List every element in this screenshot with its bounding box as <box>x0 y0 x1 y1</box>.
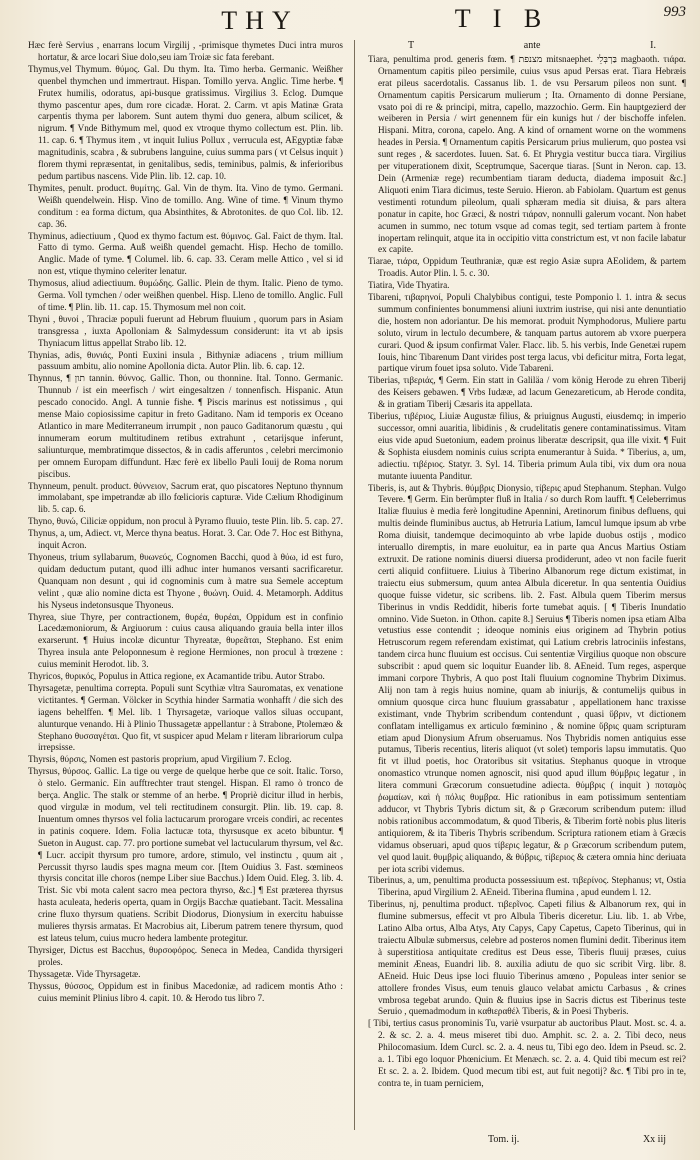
subheading-center: ante <box>523 40 541 51</box>
running-header <box>0 0 700 42</box>
dictionary-entry: Thynnus, ¶ תון tannin. θύννος. Gallic. Thon, ou thonnine. Ital. Tonno. Germanic. Thunnub / ist ein meerfisch / wirt eingesaltzen / tonnenfisch. Hispanic. Atun pescado conocido. Angl. A tunnie fishe. ¶ Piscis marinus est notissimus , qui mense Maio copiosissime capitur in freto Gaditano. Nam id temporis ex Oceano Atlantico in mare Mediterraneum irrumpit , non pauco Gaditanorum quæstu , qui innumeram eorum multitudinem retibus extrahunt , cetarijsque inferunt, saliunturque, membratimque dissectos, & in cadis afferuntos , celebri mercimonio per omnem Europam diffundunt. Hæc ferè ex libello Pauli Iouij de Roma norum piscibus. <box>28 373 343 479</box>
dictionary-entry: Thyricos, θυρικός, Populus in Attica regione, ex Acamantide tribu. Autor Strabo. <box>28 671 325 682</box>
dictionary-entry: Thyoneus, trium syllabarum, θυωνεύς, Cognomen Bacchi, quod à θύω, id est furo, quidam deductum putant, quod illi adhuc inter humanos versanti sacrificaretur. Quanquam non desunt , qui id cognominis cum à matre sua Semele acceptum velint , quæ alio nomine dicta est Thyone , θυώνη. Ouid. 4. Metamorph. Additus his Nyseus indetonsusque Thyoneus. <box>28 551 343 610</box>
dictionary-entry: Thyrea, siue Thyre, per contractionem, θυρέα, θυρέαι, Oppidum est in confinio Lacedæmoniorum, & Argiuorum : cuius causa aliquando grauia bella inter illos exarserunt. ¶ Huius incolæ dicuntur Thyreatæ, θυρεᾶται, Stephano. Est enim Thyrea insula ante Peloponnesum è regione Hermiones, non procul à trœzene : cuius meminit Herodot. lib. 3. <box>28 611 343 670</box>
dictionary-entry: Thyrsis, θύρσις, Nomen est pastoris proprium, apud Virgilium 7. Eclog. <box>28 754 292 765</box>
right-column <box>368 40 686 1150</box>
dictionary-entry: Thynus, a, um, Adiect. vt, Merce thyna beatus. Horat. 3. Car. Ode 7. Hoc est Bithyna, inquit Acron. <box>28 528 343 551</box>
dictionary-entry: Thyssagetæ. Vide Thyrsagetæ. <box>28 968 141 979</box>
dictionary-entry: Tiberis, is, aut & Thybris. θύμβρις Dionysio, τίβερις apud Stephanum. Stephan. Vulgo Tevere. ¶ Germ. Ein berümpter fluß in Italia / so durch Rom laufft. ¶ Celeberrimus Italiæ fluuius è media ferè longitudine Apennini, Aretinorum finibus defluens, qui multis deinde fluminibus auctus, ab Hetruria Latium, Iamcul lumque ipsum ab vrbe Roma diuisit, tandemque decimoquinto ab vrbe lapide duobus ostijs , modico interuallo diremptis, in mare euoluitur, ea in parte qua Ancus Martius Ostiam extruxit. De ratione nominis diuersi diuersa prodiderunt, adeo vt non facile fuerit certi aliquid confiituere. Liuius à Tiberino Albanorum rege dictum existimat, in traiectu eius submersum, quum antea Albula diceretur. In qua sententia Ouidius quoque fuisse videtur, sic scribens. lib. 2. Fast. Albula quem Tiberim mersus Tiberinus in vndis Reddidit, hiberis forte tumebat aquis. [ ¶ Tiberis Inundatio omnino. Vide Sueton. in Othon. capite 8.] Seruius ¶ Tiberis nomen ipsa etiam Alba vetustius esse contendit ; ideoque nominis eius originem ad Thybrin potius Hetruscorum regem referendam existimat, qui Latium crebris latrociniis infestans, tandem circa hunc fluuium est occisus. Cui sententiæ Virgilius quoque non obscure subscribit : apud quem sic loquitur Euander lib. 8. AEneid. Tum reges, asperque immani corpore Thybris, A quo post Itali fluuium cognomine Thybrim Diximus. Alij non tam à regis huius nomine, quam ab iniurijs, & contumelijs quibus in omnium quosque circa hunc fluuium grassabatur , appellationem hanc traxisse existimant, vnde Thybrim scribendum contendunt , quasi ὕβριν, vt dictionem conflatam intelligamus ex articulo fœminino , & nomine ὕβρις quam scripturam etiam apud Dionysium Afrum obseruamus. Nos Thybridis nomen antiquius esse putamus, Tiberis recentius, literis aliquot (vt solet) temporis lapsu immutatis. Quo fit vt illud poetis, hoc Oratoribus sit vsitatius. Stephanus quoque in vtroque onomastico vtrunque nomen agnoscit, nisi quod apud illum θύμβρις legatur , in litera communi Græcorum consuetudine adiecta. θύμβρις ( inquit ) ποταμὸς ῥωμαίων, καὶ ἡ πόλις θυμβρα. Hic rationibus in eam potissimum sententiam adducor, vt Thybris Tybris dictum sit, & ρ Græcorum scribendum putem: illud nobis rationibus accommodatum, & quod Tiberis, & Tiberim fortè nobis plus literis antiquiorem, & ita Tiberis Thybris scribendum. Scriptura rationem etiam à Græcis vidamus obseruari, apud quos τίβερις legatur, & ρ Græcorum scribendum putem, vel quod lauit. θυμβρὶς aliquando, & θύβρις, τίβεριος & cætera omnia hinc deriuata per iota scribi videmus. <box>368 482 686 874</box>
subheading-right: I. <box>650 40 656 51</box>
subheading-left: T <box>408 40 415 51</box>
dictionary-entry: Thyrsagetæ, penultima correpta. Populi sunt Scythiæ vltra Sauromatas, ex venatione victitantes. ¶ German. Völcker in Scythia hinder Sarmatia wonhafft / die sich des iagens behelffen. ¶ Mel. lib. 1 Thyrsagetæ, varioque vallos siluas occupant, alunturque venando. Hi à Plinio Thussagetæ appellantur : à Strabone, Ptolemæo & Stephano θυσσαγέται. Quo fit, vt suspicer apud Melam r literam librariorum culpa irrepsisse. <box>28 682 343 753</box>
dictionary-entry: Tiatira, Vide Thyatira. <box>368 280 450 291</box>
column-rule <box>354 40 355 1130</box>
dictionary-entry: [ Tibi, tertius casus pronominis Tu, variè vsurpatur ab auctoribus Plaut. Most. sc. 4. a. 2. & sc. 2. a. 4. meus miseret tibi duo. Amphit. sc. 2. a. 2. Tibi deco, neus Philocomasium. Idem Curcl. sc. 2. a. 4. neus tu, Tibi ego deo. Idem in Pseud. sc. 2. a. 1. Tibi ego loquor Phœnicium. Et Menæch. sc. 2. a. 4. Quid tibi mecum est rei? Et sc. 2. a. 2. Ibidem. Quod mecum tibi est, aut fuit negotij? &c. ¶ Tibi pro in te, contra te, in tuam perniciem, <box>368 1018 686 1088</box>
left-column <box>28 40 343 1150</box>
dictionary-entry: Thynneum, penult. product. θύννειον, Sacrum erat, quo piscatores Neptuno thynnum immolabant, spe impetrandæ ab illo fœlicioris capturæ. Vide Cælium Rhodiginum lib. 5. cap. 6. <box>28 480 343 515</box>
dictionary-entry: Thymites, penult. product. θυμίτης. Gal. Vin de thym. Ita. Vino de tymo. Germani. Weißh quendelwein. Hisp. Vino de tomillo. Ang. Wine of time. ¶ Vinum thymo conditum : ea forma dictum, qua Absinthites, & Abrotonites. de quo Col. lib. 12. cap. 36. <box>28 182 343 229</box>
dictionary-entry: Thynias, adis, θυνιάς, Ponti Euxini insula , Bithyniæ adiacens , trium millium passuum ambitu, alio nomine Apollonia dicta. Autor Plin. lib. 6. cap. 12. <box>28 349 343 372</box>
dictionary-entry: Tiara, penultima prod. generis fœm. ¶ מצנפת mitsnaephet. בַּרְבְּלֵי magbaoth. τιάρα. Ornamentum capitis pileo persimile, cuius vsus apud Persas erat. Tiara Hebræis erat pileus sacerdotalis. Cassanus lib. 1. de vsu Persarum pileos non sunt. ¶ Ornamentum capitis Persicarum mulierum ; Ita. Ornamento di donne Persiane, vsato poi di re & principi, mitra, capello, mazzochio. Germ. Ein hauptgezierd der weiberen in Persia / wirt genennem für ein kunigs hut / der bischoffe infelen. Hispani. Mitra, corona, capelo. Ang. A kind of ornament worne on the wommens heades in Persia. ¶ Ornamentum capitis Persicarum prius mulierum, quo postea vsi sunt reges , & sacerdotes. Iuuen. Sat. 6. Et Phrygia vestitur bucca tiara. Virgilius per vituperationem dixit, Sceptrumque, Sacerque tiaras. [Sunt in Neron. cap. 13. Dein (Armeniæ rege) recumbentiam tiaram deducta, diadema imposuit &c.] Aliquoti enim Tiara dicimus, teste Seruio. Hieron. ab Fabiolam. Quartum est genus vestimenti rotundum pileolum, quali sphæram media sit diuisa, & pars altera ponatur in capite, hoc Græci, & nostri τιάραν, nonnulli galerum vocant. Non habet acumen in summo, nec totum vsque ad comas tegit, sed tertiam partem à fronte inopertam relinquit, atque ita in occipitio vitta constrictum est, vt non facile labatur ex capite. <box>368 53 686 255</box>
dictionary-entry: Tiberias, τιβεριάς, ¶ Germ. Ein statt in Galiläa / vom könig Herode zu ehren Tiberij des Keisers gebawen. ¶ Vrbs Iudææ, ad lacum Genezareticum, ab Herode condita, & in gratiam Tiberij Cæsaris ita appellata. <box>368 375 686 410</box>
dictionary-entry: Thyni , θυνοί , Thraciæ populi fuerunt ad Hebrum fluuium , quorum pars in Asiam transgressa , iuxta Apolloniam & Salmydessum considerunt: ita vt ab ipsis Thyniacum littus appellat Strabo lib. 12. <box>28 313 343 348</box>
dictionary-entry: Thyrsiger, Dictus est Bacchus, θυρσοφόρος. Seneca in Medea, Candida thyrsigeri proles. <box>28 944 343 967</box>
dictionary-entry: Tiarae, τιάρα, Oppidum Teuthraniæ, quæ est regio Asiæ supra AEolidem, & partem Troadis. Autor Plin. l. 5. c. 30. <box>368 256 686 279</box>
page-number: 993 <box>663 4 686 20</box>
dictionary-entry: Thymosus, aliud adiectiuum. θυμώδης. Gallic. Plein de thym. Italic. Pieno de tymo. Germa. Voll tymchen / oder weißhen quenbel. Hisp. Lleno de tomillo. Anglic. Full of time. ¶ Plin. lib. 11. cap. 15. Thymosum mel non coit. <box>28 278 343 312</box>
dictionary-entry: Tibareni, τιβαρηνοί, Populi Chalybibus contigui, teste Pomponio l. 1. intra & secus summum confinientes bonummensi aliuni iuxtrim iustrise, qui nisi ante denuntiatio die, hostem non adoriantur. De his memorat. produit Nymphodorus, Muliere partu soluto, virum in lectulo decumbere, & tanquam partus autorem ab vxore puerpera curari. Quod & ipsum confirmat Valer. Flacc. lib. 5. his verbis, Inde Genetæi rupem Iouis, hinc Tibarenum Dant virides post terga lacus, vbi deficitur mitra, Forta legat, partique virum fouet ipsa soluto. Vide Tabareni. <box>368 292 686 374</box>
running-head-left: THY <box>221 6 299 35</box>
dictionary-entry: Tiberius, τιβέριος, Liuiæ Augustæ filius, & priuignus Augusti, eiusdemq; in imperio successor, omni auaritia, libidinis , & crudelitatis genere contaminatissimus. Vitam eius vide apud Suetonium, eadem proinus liberatæ descripsit, qua ille vixit. ¶ Fuit & Sophista eiusdem nominis cuius scripta enumerantur à Suida. * Tiberius, a, um, adiectiu. τιβέριος. Statyr. 3. Syl. 14. Tiberia primum Aula tibi, vix dum ora noua mutante iuuenta Panditur. <box>368 411 686 481</box>
dictionary-entry: Thyno, θυνώ, Ciliciæ oppidum, non procul à Pyramo fluuio, teste Plin. lib. 5. cap. 27. <box>28 516 343 527</box>
dictionary-entry: Tiberinus, nj, penultima product. τιβερῖνος. Capeti filius & Albanorum rex, qui in flumine submersus, effecit vt pro Albula Tiberis diceretur. Liu. lib. 1. ab Vrbe, Latino Alba ortus, Alba Atys, Aty Capys, Capy Capetus, Capeto Tiberinus, qui in traiectu Albulæ submersus, celebre ad posteros nomen flumini dedit. Tiberinus item à superstitiosa antiquitate creditus est Deus esse, Tiberis fluuij præses, cuius meminit Æneas, Euandri lib. 8. auxilia adiutu de quo sic scribit Virg. libr. 8. AEneid. Huic Deus ipse loci fluuio Tiberinus amœno , Populeas inter senior se attollere frondes Visus, eum tenuis glauco velabat amictu Carbasus , & crines vmbrosa tegebat arundo. Quin & fluuius ipse in Sacris dictus est Tiberinus teste Seruio , quemadmodum in καθιεραθέλ Tiberis, & in Poesi Thyberis. <box>368 899 686 1017</box>
right-column-entries <box>368 54 686 1090</box>
catchword: Xx iij <box>642 1134 666 1145</box>
column-subheading <box>408 40 656 52</box>
dictionary-entry: Thyminus, adiectiuum , Quod ex thymo factum est. θύμινος. Gal. Faict de thym. Ital. Fatto di tymo. Germa. Auß weißh quendel gemacht. Hisp. Hecho de tomillo. Anglic. Made of tyme. ¶ Columel. lib. 6. cap. 33. Ceram melle Attico , vel si id non est, vtique thymino celeriter lenatur. <box>28 230 343 277</box>
dictionary-entry: Thymus,vel Thymum. θύμος. Gal. Du thym. Ita. Timo herba. Germanic. Weißher quenbel thymchen und immertraut. Hispan. Tomillo yerva. Anglic. Time herbe. ¶ Frutex humilis, odoratus, api-busque gratissimus. Virgilius 3. Eclog. Dumque thymo pascentur apes, dum rore cicadæ. Horat. 2. Carm. vt apis Matinæ Grata carpentis thyma per laborem. Sunt autem thymi duo genera, album scilicet, & nigrum. ¶ Vnde Bithymum mel, quod ex vtroque thymo collectum est. Plin. lib. 11. cap. 6. ¶ Thymus item , vt inquit Iulius Pollux , verrucula est, AEgyptiæ fabæ magnitudinis, scabra , & subrubens languine, cuius summa pars ( vt Celsus inquit ) florem thymi repræsentat, in genitalibus, sedis, teminibus, palmis, & inferioribus pedum partibus nascens. Vide Plin. lib. 12. cap. 10. <box>28 63 343 181</box>
dictionary-entry: Thyssus, θύσσος, Oppidum est in finibus Macedoniæ, ad radicem montis Atho : cuius meminit Plinius libro 4. capit. 10. & Herodo tus libro 7. <box>28 980 343 1003</box>
signature-mark: Tom. ij. <box>488 1134 520 1145</box>
dictionary-entry: Hæc ferè Servius , enarrans locum Virgilij , -primisque thymetes Duci intra muros hortatur, & arce locari Siue dolo,seu iam Troiæ sic fata ferebant. <box>28 40 343 62</box>
dictionary-entry: Thyrsus, θύρσος. Gallic. La tige ou verge de quelque herbe que ce soit. Italic. Torso, ò stelo. Germanic. Ein aufftrechter traut stengel. Hispan. El ramo ò tronco de berça. Anglic. The stalk or stemme of an herbe. ¶ Propriè dicitur illud in herbis, quod virgulæ in modum, vel teli rectitudinem consurgit. Plin. lib. 19. cap. 8. Inuentum omnes thyrsos vel folia lactucarum prorogare vrceis condiri, ac recentes in patinis coquere. Idem. Folia lactucæ tota, thyrsusque ex aceto bibuntur. ¶ Sueton in August. cap. 77. pro portione sumebat vel lactucularum thyrsum, vel &c. ¶ Lucr. accipit thyrsum pro tumore, ardore, stimulo, vel instinctu , quum ait , Percussit thyrso laudis spes magna meum cor. [Item Ouidius 3. Fast. sœmineos thyrsis concitat ille choros (nempe Liber siue Bacchus.) Idem Ouid. Eleg. 3. lib. 4. Trist. Sic vbi mota calent sacro mea pectora thyrso, &c.] ¶ Est præterea thyrsus hasta aculeata, hederis operta, quam in Orgijs Bacchæ quatiebant. Tacit. Messalina crine fluxo thyrsum quatiens. Scribit Diodorus, Dionysium in exercitu habuisse mulieres thyrsis armatas. Et Macrobius ait, Liberum patrem tenere thyrsum, quod est lateus telum, cuius mucro hedera lambente protegitur. <box>28 766 343 943</box>
dictionary-entry: Tiberinus, a, um, penultima producta possessiuum est. τιβερίνος. Stephanus; vt, Ostia Tiberina, apud Virgilium 2. AEneid. Tiberina flumina , apud eundem l. 12. <box>368 875 686 898</box>
running-head-right: T I B <box>454 4 550 33</box>
